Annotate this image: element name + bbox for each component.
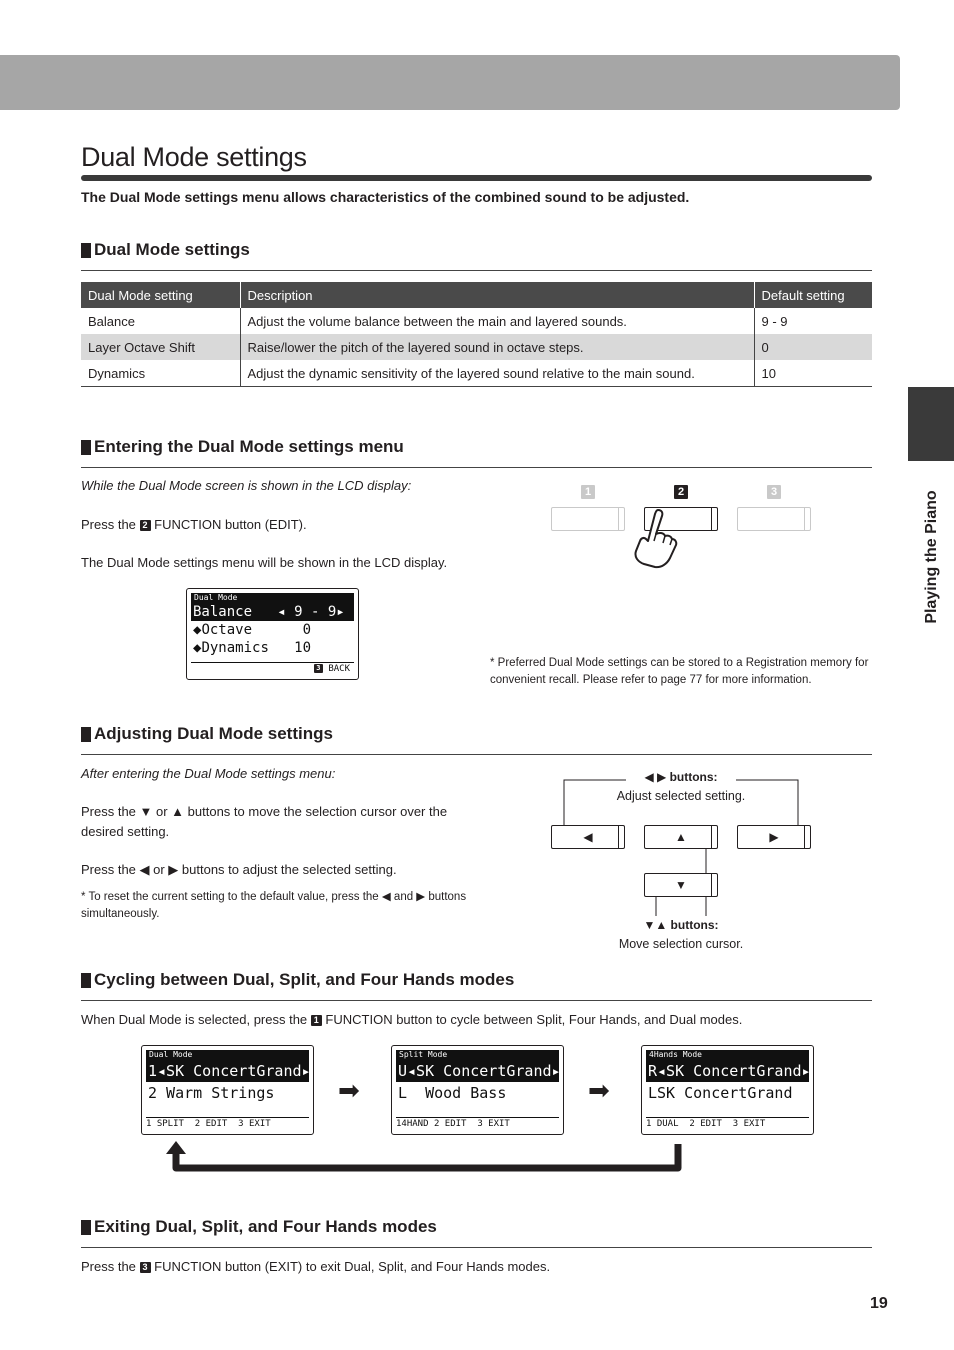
heading-marker: [81, 440, 91, 455]
adjusting-step2: Press the ◀ or ▶ buttons to adjust the selected setting.: [81, 862, 397, 877]
section-rule: [81, 1247, 872, 1248]
cycle-return-arrow: [160, 1140, 690, 1180]
button-number-icon: 1: [311, 1015, 322, 1026]
lcd-row-upper: U◂SK ConcertGrand▸: [398, 1062, 561, 1080]
lcd-settings-screen: [186, 588, 359, 680]
up-arrow-icon: ▲: [675, 830, 687, 844]
heading-marker: [81, 1220, 91, 1235]
left-button[interactable]: [551, 825, 625, 849]
table-row: [81, 334, 872, 360]
entering-step1: Press the 2 FUNCTION button (EDIT).: [81, 517, 307, 532]
function-button-3[interactable]: [737, 507, 811, 531]
page-title: Dual Mode settings: [81, 142, 307, 172]
lcd-row-left: LSK ConcertGrand: [648, 1084, 793, 1102]
table-cell: 0: [754, 334, 872, 360]
table-cell: Balance: [81, 308, 240, 334]
lr-buttons-desc: Adjust selected setting.: [616, 789, 746, 803]
section-rule: [81, 270, 872, 271]
title-rule: [81, 175, 872, 181]
settings-table: [81, 282, 872, 387]
lcd-footer: 14HAND 2 EDIT 3 EXIT: [396, 1117, 559, 1130]
button-number-icon: 3: [140, 1262, 151, 1273]
col-header-description: Description: [240, 282, 754, 308]
lcd-dual-mode: [141, 1045, 314, 1135]
top-banner: [0, 55, 900, 110]
section-heading-adjusting: Adjusting Dual Mode settings: [81, 724, 333, 744]
button-number-1: 1: [581, 485, 595, 499]
table-cell: 9 - 9: [761, 313, 788, 329]
function-button-1[interactable]: [551, 507, 625, 531]
lcd-row-octave: ◆Octave 0: [193, 622, 312, 638]
section-rule: [81, 1000, 872, 1001]
lcd-split-mode: [391, 1045, 564, 1135]
lcd-row-layer: 2 Warm Strings: [148, 1084, 275, 1102]
lcd-footer: 1 DUAL 2 EDIT 3 EXIT: [646, 1117, 809, 1130]
table-row: [81, 308, 872, 334]
lr-buttons-title: ◀ ▶ buttons:: [644, 770, 718, 784]
ud-buttons-desc: Move selection cursor.: [618, 937, 744, 951]
lcd-row-dynamics: ◆Dynamics 10: [193, 640, 312, 656]
heading-marker: [81, 727, 91, 742]
lcd-row-lower: L Wood Bass: [398, 1084, 507, 1102]
button-number-2: 2: [674, 485, 688, 499]
section-heading-cycling: Cycling between Dual, Split, and Four Hands modes: [81, 970, 514, 990]
entering-lead: While the Dual Mode screen is shown in the LCD display:: [81, 478, 412, 493]
section-heading-settings: Dual Mode settings: [81, 240, 250, 260]
section-heading-exiting: Exiting Dual, Split, and Four Hands modes: [81, 1217, 437, 1237]
chapter-tab: [908, 387, 954, 461]
cycling-text: When Dual Mode is selected, press the 1 FUNCTION button to cycle between Split, Four Hands, and Dual modes.: [81, 1012, 743, 1027]
lcd-footer: 1 SPLIT 2 EDIT 3 EXIT: [146, 1117, 309, 1130]
table-row: [81, 360, 872, 387]
heading-marker: [81, 973, 91, 988]
page-number: 19: [870, 1295, 888, 1312]
right-arrow-icon: ▶: [769, 830, 779, 844]
button-number-3: 3: [767, 485, 781, 499]
lcd-header: 4Hands Mode: [646, 1050, 809, 1060]
col-header-setting: Dual Mode setting: [81, 282, 240, 308]
table-cell: Adjust the volume balance between the main and layered sounds.: [240, 308, 754, 334]
down-arrow-icon: ▼: [675, 878, 687, 892]
reset-note: * To reset the current setting to the default value, press the ◀ and ▶ buttons simultaneously.: [81, 891, 467, 920]
heading-marker: [81, 243, 91, 258]
arrow-right-icon: ➡: [588, 1075, 610, 1105]
lcd-row-main: 1◂SK ConcertGrand▸: [148, 1062, 311, 1080]
section-rule: [81, 467, 872, 468]
table-header-row: [81, 282, 872, 308]
down-button[interactable]: [644, 873, 718, 897]
lcd-row-right: R◂SK ConcertGrand▸: [648, 1062, 811, 1080]
table-cell: Raise/lower the pitch of the layered sound in octave steps.: [240, 334, 754, 360]
col-header-default: Default setting: [754, 282, 872, 308]
table-cell: Adjust the dynamic sensitivity of the layered sound relative to the main sound.: [240, 360, 754, 387]
table-cell: 10: [754, 360, 872, 387]
up-button[interactable]: [644, 825, 718, 849]
section-heading-entering: Entering the Dual Mode settings menu: [81, 437, 404, 457]
exiting-text: Press the 3 FUNCTION button (EXIT) to exit Dual, Split, and Four Hands modes.: [81, 1259, 551, 1274]
lcd-header: Split Mode: [396, 1050, 559, 1060]
section-rule: [81, 754, 872, 755]
registration-note: * Preferred Dual Mode settings can be stored to a Registration memory for convenient recall. Please refer to page 77 for more information.: [490, 657, 869, 686]
left-arrow-icon: ◀: [583, 830, 593, 844]
table-cell: Layer Octave Shift: [81, 334, 240, 360]
lcd-footer: 3 BACK: [191, 662, 354, 675]
right-button[interactable]: [737, 825, 811, 849]
button-number-icon: 2: [140, 520, 151, 531]
adjusting-step1: Press the ▼ or ▲ buttons to move the selection cursor over the desired setting.: [81, 804, 448, 839]
arrow-right-icon: ➡: [338, 1075, 360, 1105]
ud-buttons-title: ▼▲ buttons:: [643, 918, 719, 932]
lcd-header: Dual Mode: [191, 593, 354, 603]
lcd-four-hands-mode: [641, 1045, 814, 1135]
pressing-hand-icon: [630, 508, 680, 570]
chapter-label: Playing the Piano: [923, 490, 940, 624]
lcd-row-balance: Balance ◂ 9 - 9▸: [191, 603, 354, 621]
lcd-header: Dual Mode: [146, 1050, 309, 1060]
adjusting-lead: After entering the Dual Mode settings menu:: [81, 766, 336, 781]
entering-step2: The Dual Mode settings menu will be shown in the LCD display.: [81, 555, 448, 570]
intro-text: The Dual Mode settings menu allows characteristics of the combined sound to be adjusted.: [81, 189, 690, 205]
table-cell: Dynamics: [81, 360, 240, 387]
